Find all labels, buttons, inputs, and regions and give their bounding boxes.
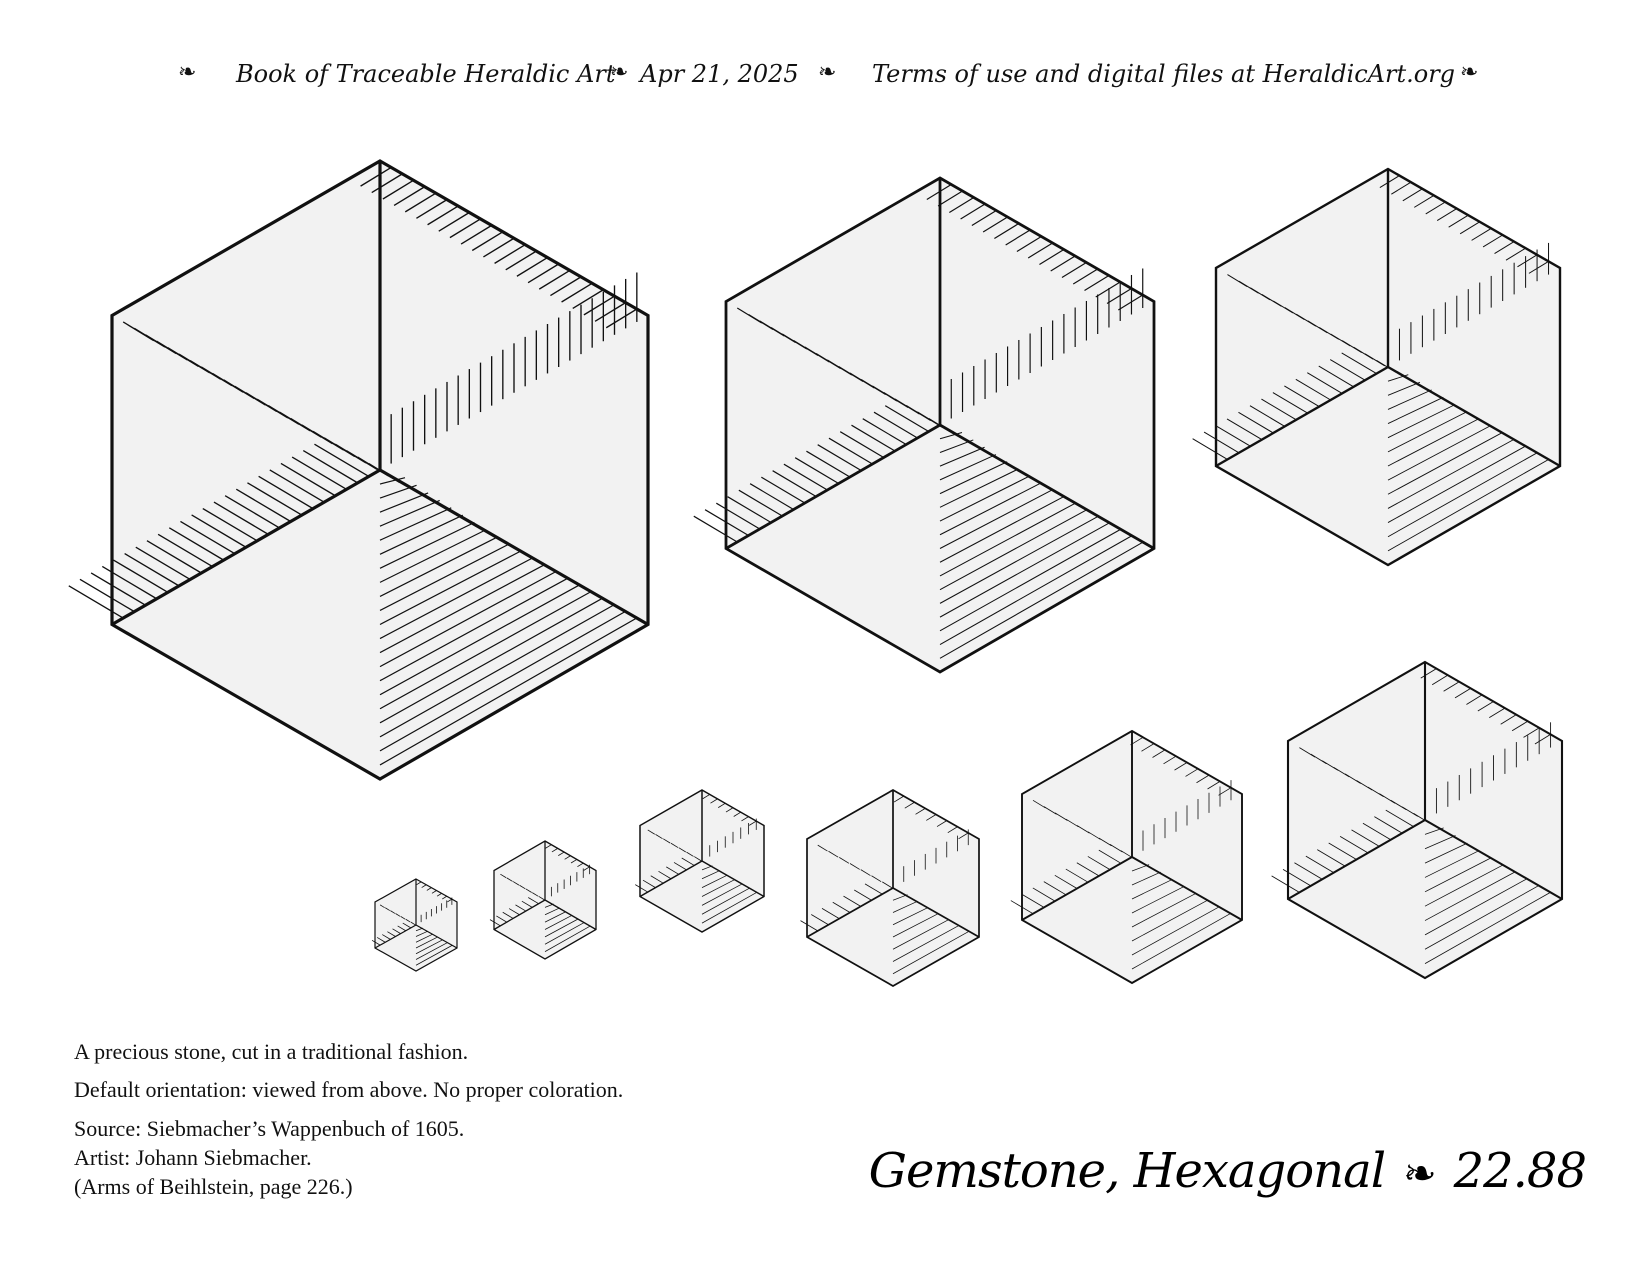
gemstone-9: [1272, 662, 1562, 978]
source-block: [74, 1114, 834, 1201]
source-line: Source: Siebmacher’s Wappenbuch of 1605.: [74, 1116, 465, 1141]
gemstone-5: [490, 841, 596, 959]
gemstone-3: [1193, 169, 1560, 565]
title-ornament: ❧: [1403, 1151, 1436, 1197]
description-line-2: Default orientation: viewed from above. No proper coloration.: [74, 1077, 624, 1102]
gemstone-1: [69, 161, 648, 779]
description-block: [74, 1038, 834, 1201]
gemstone-4: [372, 879, 457, 971]
header-ornament-1: ❧: [178, 60, 197, 85]
artist-line: Artist: Johann Siebmacher.: [74, 1145, 312, 1170]
plate-number: 22.88: [1453, 1143, 1586, 1199]
gemstone-6: [635, 790, 764, 932]
gemstone-8: [1011, 731, 1242, 983]
plate-title: [866, 1143, 1586, 1199]
header-date: Apr 21, 2025: [640, 60, 799, 88]
header-ornament-3: ❧: [818, 60, 837, 85]
terms-link-text: Terms of use and digital files at HeraldicArt.org: [872, 60, 1456, 88]
plate-name: Gemstone, Hexagonal: [868, 1143, 1386, 1199]
header-ornament-2: ❧: [610, 60, 629, 85]
gemstone-7: [801, 790, 979, 986]
gemstone-2: [694, 178, 1154, 672]
header-ornament-4: ❧: [1460, 60, 1479, 85]
book-title: Book of Traceable Heraldic Art: [236, 60, 616, 88]
description-line-1: A precious stone, cut in a traditional fashion.: [74, 1039, 469, 1064]
reference-line: (Arms of Beihlstein, page 226.): [74, 1174, 353, 1199]
